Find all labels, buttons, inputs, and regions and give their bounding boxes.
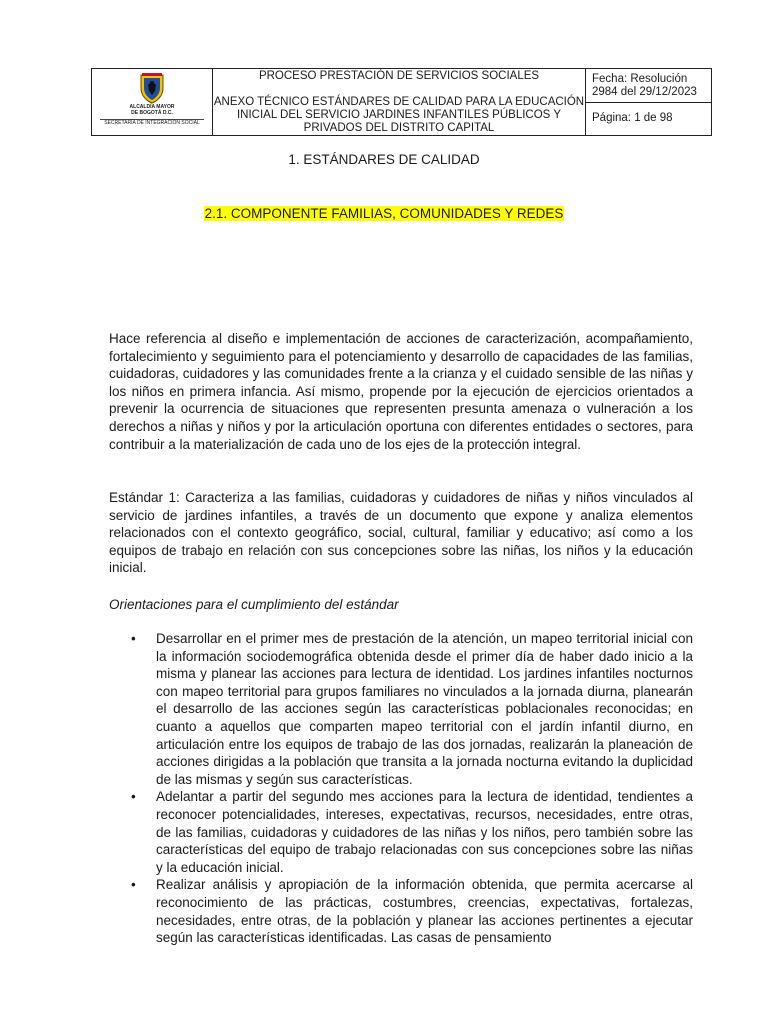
bullet-icon: • — [131, 789, 136, 805]
annex-title: ANEXO TÉCNICO ESTÁNDARES DE CALIDAD PARA LA EDUCACIÓN INICIAL DEL SERVICIO JARDINES INFANTILES PÚBLICOS Y PRIVADOS DEL DISTRITO CAPITAL — [213, 96, 585, 134]
subsection-heading-wrapper — [0, 206, 768, 221]
section-heading: 1. ESTÁNDARES DE CALIDAD — [288, 152, 480, 167]
logo-text-secretaria: SECRETARÍA DE INTEGRACIÓN SOCIAL — [104, 120, 200, 126]
page-number: Página: 1 de 98 — [592, 112, 673, 124]
logo-text-alcaldia: ALCALDÍA MAYOR — [129, 104, 175, 110]
bogota-coat-of-arms-icon — [139, 72, 165, 104]
process-title: PROCESO PRESTACIÓN DE SERVICIOS SOCIALES — [258, 70, 540, 82]
resolution-date: Fecha: Resolución 2984 del 29/12/2023 — [586, 69, 711, 103]
standard-1-paragraph: Estándar 1: Caracteriza a las familias, cuidadoras y cuidadores de niñas y niños vinculados al servicio de jardines infantiles, a través de un documento que expone y analiza elementos relacionados con el contexto geográfico, social, cultural, familiar y educativo; así como a los equipos de trabajo en relación con sus concepciones sobre las niñas, los niños y la educación inicial. — [109, 490, 693, 576]
header-title-cell — [213, 69, 586, 135]
header-meta-cell — [586, 69, 711, 135]
logo-text-bogota: DE BOGOTÁ D.C. — [131, 110, 173, 116]
guidelines-heading: Orientaciones para el cumplimiento del estándar — [109, 597, 399, 612]
document-header — [91, 68, 712, 136]
guidelines-list — [109, 630, 693, 947]
list-item-text: Desarrollar en el primer mes de prestación de la atención, un mapeo territorial inicial con la información sociodemográfica obtenida desde el primer día de haber dado inicio a la misma y planear las acciones para lectura de identidad. Los jardines infantiles nocturnos con mapeo territorial para grupos familiares no vinculados a la jornada diurna, planearán el desarrollo de las acciones según las características poblacionales reconocidas; en cuanto a aquellos que comparten mapeo territorial con el jardín infantil diurno, en articulación entre los equipos de trabajo de las dos jornadas, realizarán la planeación de acciones dirigidas a la población que transita a la jornada nocturna evitando la duplicidad de las mismas y según sus características. — [156, 631, 693, 787]
bullet-icon: • — [131, 631, 136, 646]
list-item — [109, 876, 693, 946]
intro-paragraph: Hace referencia al diseño e implementación de acciones de caracterización, acompañamiento, fortalecimiento y seguimiento para el potenciamiento y desarrollo de capacidades de las familias, cuidadoras, cuidadores y las comunidades frente a la crianza y el cuidado sensible de las niñas y los niños en primera infancia. Así mismo, propende por la ejecución de ejercicios orientados a prevenir la ocurrencia de situaciones que representen presunta amenaza o vulneración a los derechos a niñas y niños y por la articulación oportuna con diferentes entidades o sectores, para contribuir a la materialización de cada uno de los ejes de la protección integral. — [109, 331, 693, 452]
list-item — [109, 630, 693, 788]
list-item — [109, 788, 693, 876]
bullet-icon: • — [131, 877, 136, 893]
header-logo-cell — [92, 69, 213, 135]
list-item-text: Adelantar a partir del segundo mes acciones para la lectura de identidad, tendientes a reconocer potencialidades, intereses, expectativas, recursos, necesidades, entre otras, de las familias, cuidadoras y cuidadores de las niñas y los niños, pero también sobre las características del equipo de trabajo relacionadas con sus concepciones sobre las niñas y la educación inicial. — [156, 789, 693, 875]
subsection-heading: 2.1. COMPONENTE FAMILIAS, COMUNIDADES Y REDES — [204, 206, 564, 221]
list-item-text: Realizar análisis y apropiación de la información obtenida, que permita acercarse al reconocimiento de las prácticas, costumbres, creencias, expectativas, fortalezas, necesidades, entre otras, de la población y planear las acciones pertinentes a ejecutar según las características identificadas. Las casas de pensamiento — [156, 877, 693, 946]
